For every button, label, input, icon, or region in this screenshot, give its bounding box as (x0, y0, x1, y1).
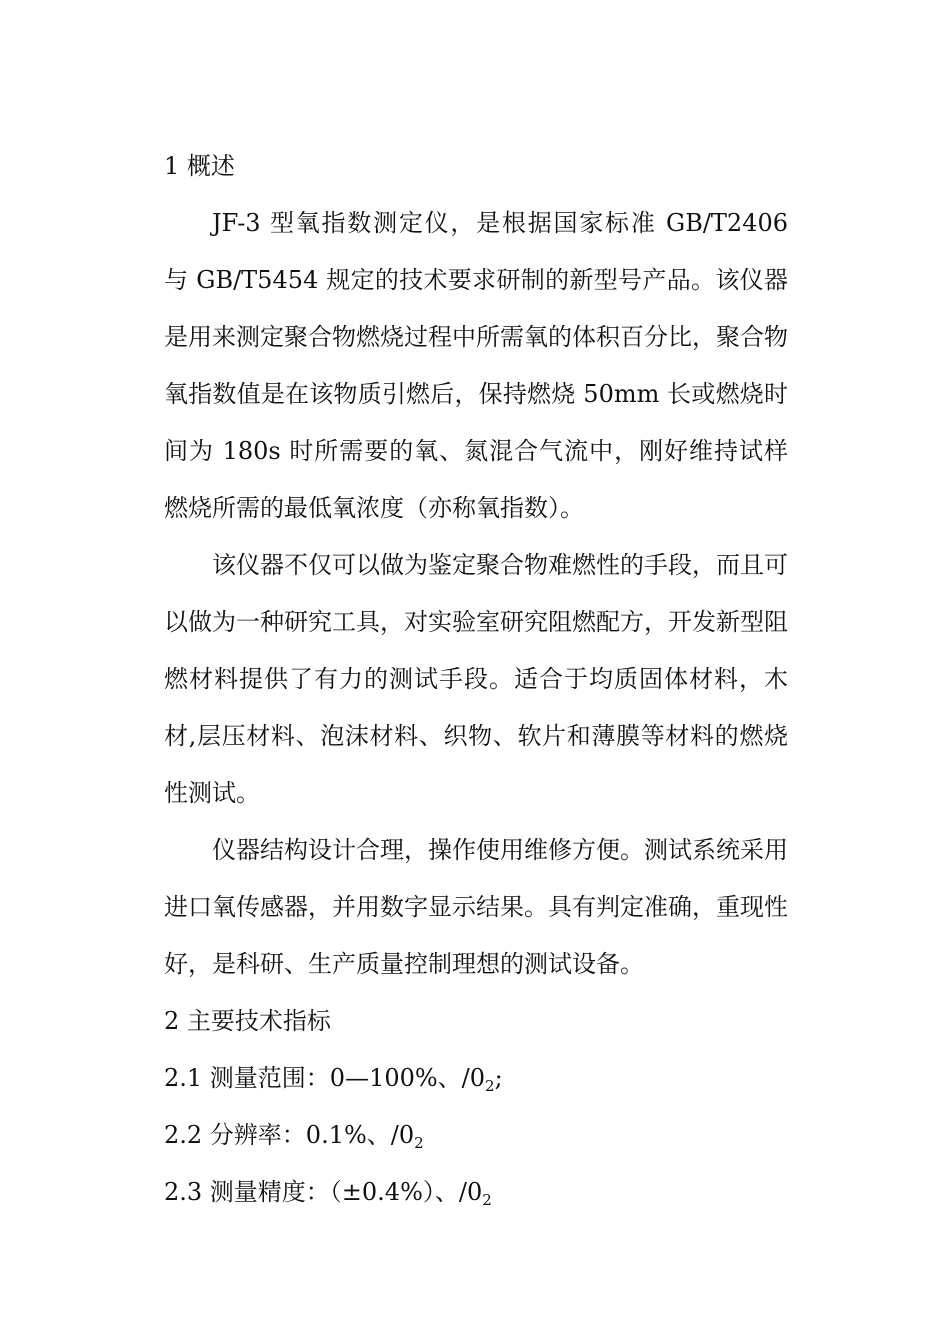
spec-item-accuracy-subscript: 2 (482, 1191, 492, 1209)
spec-item-accuracy (164, 1164, 788, 1221)
spec-item-resolution-text: 2.2 分辨率：0.1%、/0 (164, 1121, 415, 1149)
spec-item-range-suffix: ; (494, 1064, 503, 1092)
spec-item-range-subscript: 2 (485, 1077, 495, 1095)
spec-item-accuracy-text: 2.3 测量精度：（±0.4%）、/0 (164, 1178, 483, 1206)
section-heading-overview: 1 概述 (164, 152, 235, 180)
paragraph-intro: JF-3 型氧指数测定仪，是根据国家标准 GB/T2406 与 GB/T5454 规定的技术要求研制的新型号产品。该仪器是用来测定聚合物燃烧过程中所需氧的体积百分比，聚合物氧指数值是在该物质引燃后，保持燃烧 50mm 长或燃烧时间为 180s 时所需要的氧、氮混合气流中，刚好维持试样燃烧所需的最低氧浓度（亦称氧指数）。 (164, 209, 788, 522)
section-heading-specs: 2 主要技术指标 (164, 1007, 331, 1035)
spec-item-resolution (164, 1107, 788, 1164)
paragraph-design: 仪器结构设计合理，操作使用维修方便。测试系统采用进口氧传感器，并用数字显示结果。具有判定准确，重现性好，是科研、生产质量控制理想的测试设备。 (164, 836, 788, 978)
document-body (164, 138, 788, 1221)
paragraph-applications: 该仪器不仅可以做为鉴定聚合物难燃性的手段，而且可以做为一种研究工具，对实验室研究阻燃配方，开发新型阻燃材料提供了有力的测试手段。适合于均质固体材料，木材,层压材料、泡沫材料、织物、软片和薄膜等材料的燃烧性测试。 (164, 551, 788, 807)
spec-item-range (164, 1050, 788, 1107)
spec-item-range-text: 2.1 测量范围：0—100%、/0 (164, 1064, 486, 1092)
spec-item-resolution-subscript: 2 (414, 1134, 424, 1152)
